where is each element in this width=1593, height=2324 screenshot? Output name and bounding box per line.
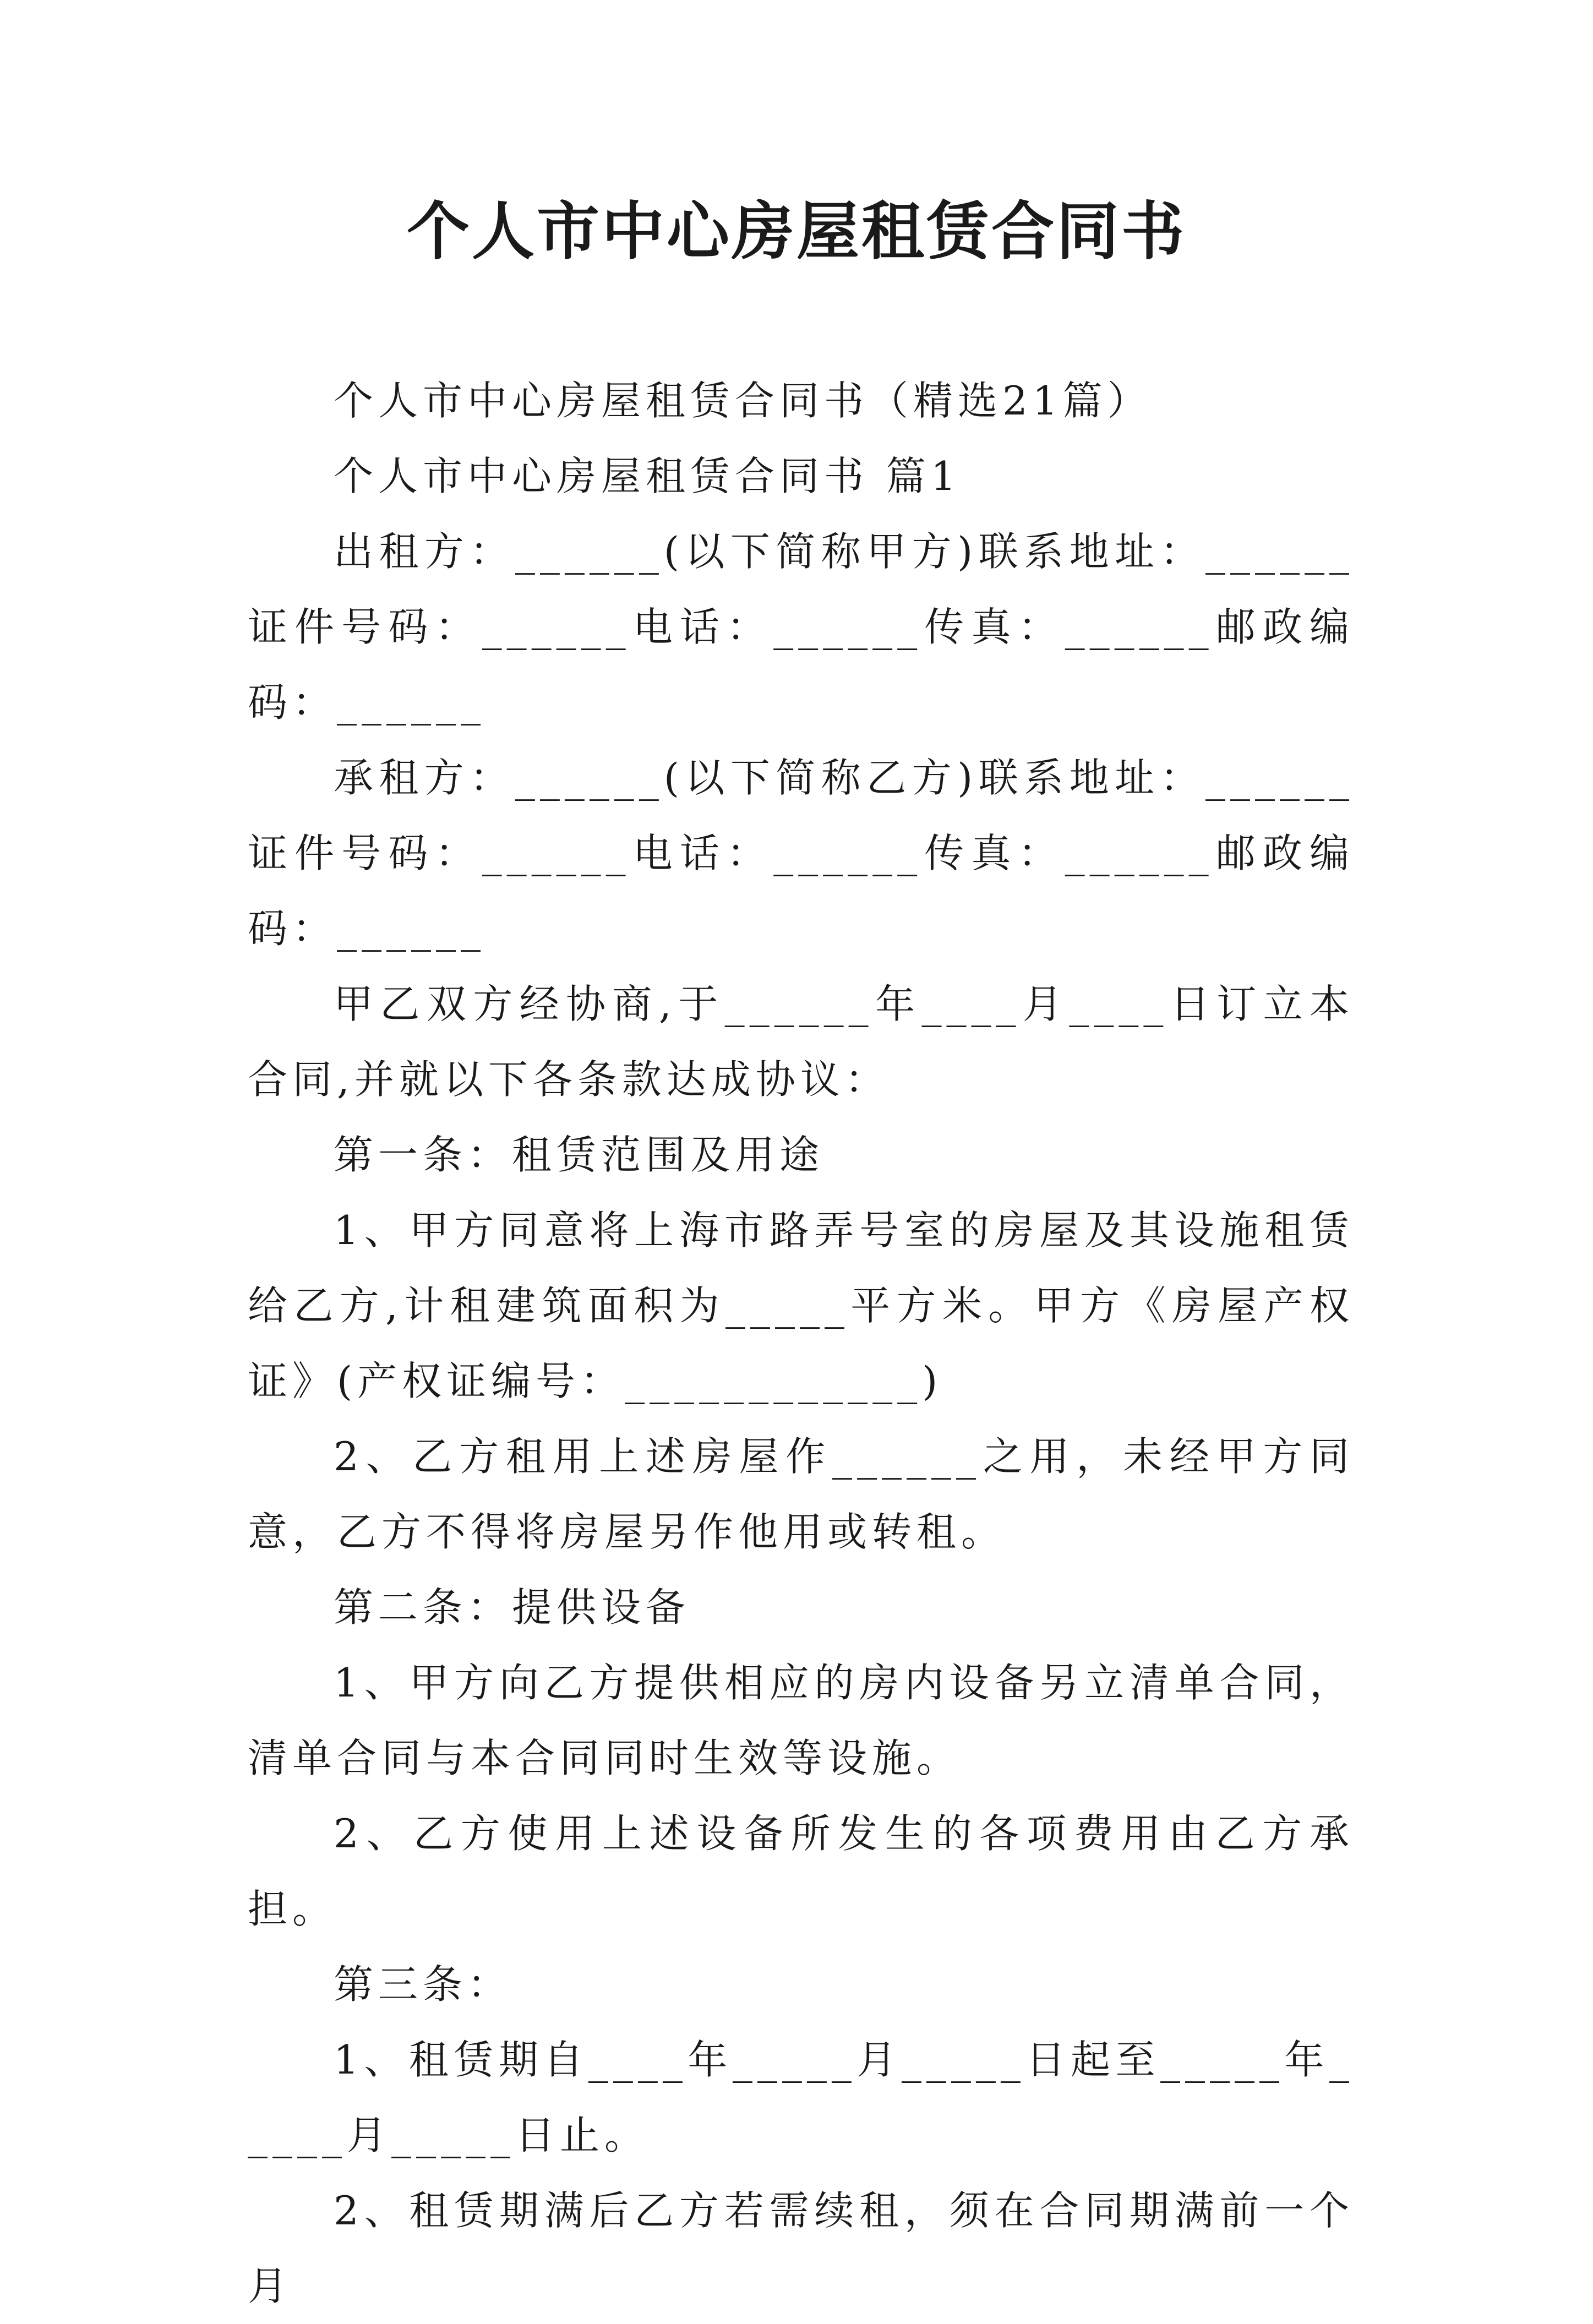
lessor-info-paragraph: 出租方：______(以下简称甲方)联系地址：______证件号码：______电话：______传真：______邮政编码：______: [248, 528, 1354, 725]
article-3-clause-1: 1、租赁期自____年_____月_____日起至_____年_____月_____日止。: [248, 2037, 1354, 2158]
article-1-heading: 第一条：租赁范围及用途: [334, 1132, 825, 1178]
article-3-heading: 第三条：: [334, 1961, 512, 2007]
article-3-clause-2: 2、租赁期满后乙方若需续租，须在合同期满前一个月: [248, 2187, 1354, 2309]
article-2-clause-2: 2、乙方使用上述设备所发生的各项费用由乙方承担。: [248, 1810, 1354, 1932]
article-2-clause-1: 1、甲方向乙方提供相应的房内设备另立清单合同，清单合同与本合同同时生效等设施。: [248, 1660, 1354, 1781]
article-1-clause-1: 1、甲方同意将上海市路弄号室的房屋及其设施租赁给乙方,计租建筑面积为_____平方米。甲方《房屋产权证》(产权证编号：____________): [248, 1207, 1354, 1404]
article-1-clause-2: 2、乙方租用上述房屋作______之用，未经甲方同意，乙方不得将房屋另作他用或转租。: [248, 1433, 1354, 1555]
article-2-heading: 第二条：提供设备: [334, 1584, 691, 1630]
lessee-info-paragraph: 承租方：______(以下简称乙方)联系地址：______证件号码：______电话：______传真：______邮政编码：______: [248, 755, 1354, 952]
section-heading: 个人市中心房屋租赁合同书 篇1: [334, 453, 961, 499]
subtitle-paragraph: 个人市中心房屋租赁合同书（精选21篇）: [334, 378, 1152, 424]
document-body: [248, 363, 1354, 2324]
document-title: 个人市中心房屋租赁合同书: [406, 194, 1186, 268]
agreement-intro-paragraph: 甲乙双方经协商,于______年____月____日订立本合同,并就以下各条款达成协议：: [248, 981, 1354, 1103]
